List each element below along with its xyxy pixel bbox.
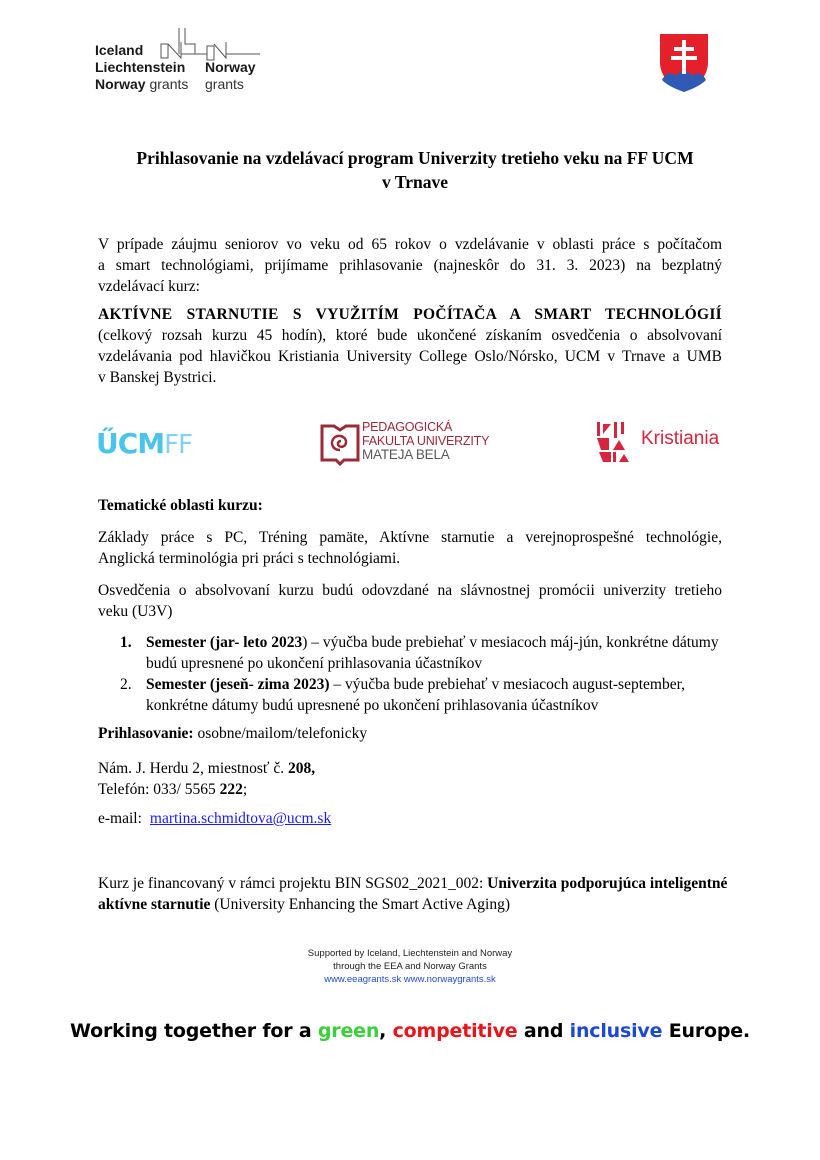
course-paragraph xyxy=(98,304,722,388)
eea-norway-grants-logo xyxy=(95,28,265,98)
certificates-line-1: Osvedčenia o absolvovaní kurzu budú odovzdané na slávnostnej promócii univerzity tretieho xyxy=(98,582,722,599)
slogan-start: Working together for a xyxy=(70,1020,318,1042)
topics-heading: Tematické oblasti kurzu: xyxy=(98,497,263,514)
slogan-competitive: competitive xyxy=(392,1020,518,1042)
slogan-inclusive: inclusive xyxy=(569,1020,663,1042)
pf-line-3: MATEJA BELA xyxy=(362,447,450,462)
intro-line-2: a smart technológiami, prijímame prihlasovanie (najneskôr do 31. 3. 2023) na bezplatný xyxy=(98,257,722,274)
email-link[interactable]: martina.schmidtova@ucm.sk xyxy=(149,810,332,827)
kristiania-mark-icon xyxy=(595,420,635,464)
room-number: 208, xyxy=(288,760,316,777)
ucm-ff-logo xyxy=(96,425,206,459)
slogan-comma: , xyxy=(379,1020,393,1042)
pf-book-spiral-icon xyxy=(320,420,360,466)
title-line-2: v Trnave xyxy=(382,172,448,192)
topics-paragraph xyxy=(98,527,722,569)
course-name: AKTÍVNE STARNUTIE S VYUŽITÍM POČÍTAČA A SMART TECHNOLÓGIÍ xyxy=(98,306,722,323)
support-footer xyxy=(250,947,570,986)
page-title xyxy=(90,146,740,194)
slogan-and: and xyxy=(517,1020,570,1042)
semester-text: – výučba bude prebiehať v mesiacoch august-september, konkrétne dátumy budú upresnené po ukončení prihlasovania účastníkov xyxy=(146,676,685,714)
kristiania-text: Kristiania xyxy=(641,428,720,449)
intro-line-3: vzdelávací kurz: xyxy=(98,278,200,295)
semester-item-2 xyxy=(120,674,740,716)
funding-prefix: Kurz je financovaný v rámci projektu BIN SGS02_2021_002: xyxy=(98,875,488,892)
funding-paragraph xyxy=(98,873,738,915)
course-desc-1: (celkový rozsah kurzu 45 hodín), ktoré bude ukončené získaním osvedčenia o absolvovaní xyxy=(98,327,722,344)
phone-prefix: Telefón: 033/ 5565 xyxy=(98,781,220,798)
ucm-logo-text: ŰCM xyxy=(96,427,165,460)
eea-grants: grants xyxy=(149,76,189,92)
address-text: Nám. J. Herdu 2, miestnosť č. xyxy=(98,760,289,777)
semester-item-1 xyxy=(120,632,740,674)
semester-number: 1. xyxy=(120,634,132,651)
topics-line-1: Základy práce s PC, Tréning pamäte, Aktívne starnutie a verejnoprospešné technológie, xyxy=(98,529,722,546)
certificates-paragraph xyxy=(98,580,722,622)
pf-line-2: FAKULTA UNIVERZITY xyxy=(362,434,490,448)
slovak-coat-of-arms-icon xyxy=(658,32,710,94)
phone-suffix: ; xyxy=(242,781,248,798)
slogan-green: green xyxy=(317,1020,380,1042)
topics-line-2: Anglická terminológia pri práci s technológiami. xyxy=(98,550,401,567)
slogan xyxy=(60,1020,760,1042)
support-line-2: through the EEA and Norway Grants xyxy=(333,961,487,972)
address-block xyxy=(98,758,315,800)
pf-umb-logo xyxy=(320,420,510,466)
norway-grants-grants: grants xyxy=(205,76,244,92)
intro-paragraph xyxy=(98,234,722,297)
support-links[interactable]: www.eeagrants.sk www.norwaygrants.sk xyxy=(324,974,496,985)
norway-grants-norway: Norway xyxy=(205,59,256,75)
semester-title: Semester (jeseň- zima 2023) xyxy=(146,676,330,693)
phone-bold: 222 xyxy=(219,781,243,798)
semester-list xyxy=(120,632,740,716)
slogan-end: Europe. xyxy=(662,1020,750,1042)
intro-line-1: V prípade záujmu seniorov vo veku od 65 rokov o vzdelávanie v oblasti práce s počítačom xyxy=(98,236,722,253)
ucm-ff-text: FF xyxy=(164,430,193,460)
eea-liechtenstein: Liechtenstein xyxy=(95,59,186,75)
semester-title: Semester (jar- leto 2023 xyxy=(146,634,303,651)
course-desc-3: v Banskej Bystrici. xyxy=(98,369,217,386)
title-line-1: Prihlasovanie na vzdelávací program Univerzity tretieho veku na FF UCM xyxy=(136,148,694,168)
certificates-line-2: veku (U3V) xyxy=(98,603,173,620)
pf-line-1: PEDAGOGICKÁ xyxy=(362,420,453,434)
registration-label: Prihlasovanie: xyxy=(98,725,194,742)
registration-line xyxy=(98,725,367,743)
registration-value: osobne/mailom/telefonicky xyxy=(193,725,368,742)
semester-title-tail: ) xyxy=(302,634,308,651)
eea-norway: Norway xyxy=(95,76,146,92)
email-line xyxy=(98,810,331,828)
course-desc-2: vzdelávania pod hlavičkou Kristiania University College Oslo/Nórsko, UCM v Trnave a UMB xyxy=(98,348,722,365)
email-label: e-mail: xyxy=(98,810,142,827)
support-line-1: Supported by Iceland, Liechtenstein and Norway xyxy=(307,948,513,959)
funding-project-name: Univerzita podporujúca inteligentné aktívne starnutie xyxy=(98,875,728,913)
semester-number: 2. xyxy=(120,676,132,693)
funding-suffix: (University Enhancing the Smart Active Aging) xyxy=(210,896,510,913)
eea-iceland: Iceland xyxy=(95,42,144,58)
kristiania-logo xyxy=(595,420,735,465)
semester-text: – výučba bude prebiehať v mesiacoch máj-jún, konkrétne dátumy budú upresnené po ukončení prihlasovania účastníkov xyxy=(146,634,719,672)
